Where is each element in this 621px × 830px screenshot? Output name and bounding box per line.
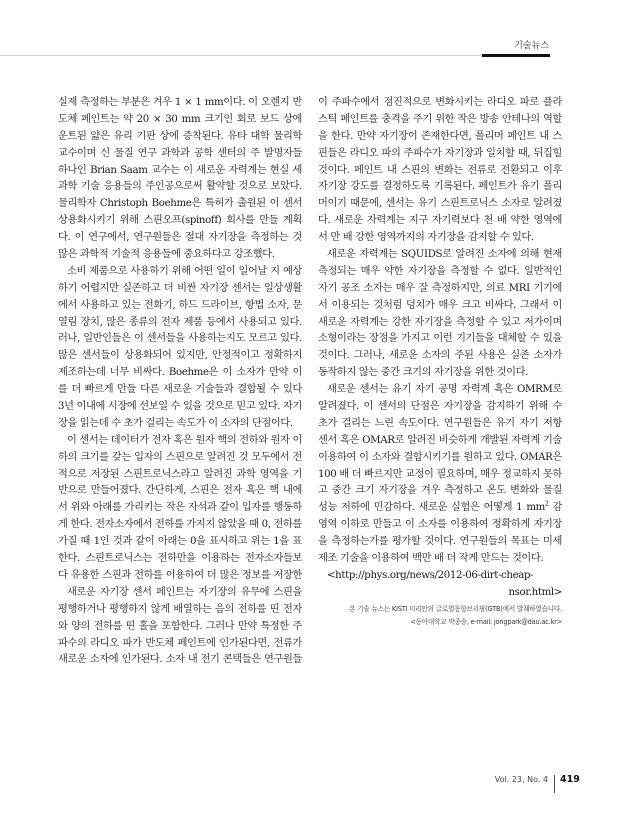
text-line: 를 더 빠르게 만들 다른 새로운 기술들과 결합될 수 있다 [58, 384, 302, 396]
text-line: 많은 센서들이 상용화되어 있지만, 안정적이고 정확하지 [58, 350, 302, 362]
text-line: 이 센서는 데이터가 전자 혹은 원자 핵의 전하와 원자 이 [67, 434, 302, 446]
text-line: 와 양의 전하를 띤 홀을 포함한다. 그러나 만약 특정한 주 [58, 620, 302, 632]
credit-line-1: 본 기술 뉴스는 KISTI 미리안의 글로벌동향브리핑(GTB)에서 발췌하였습니다. [349, 605, 562, 613]
right-column [318, 95, 562, 602]
text-line: 교수이며 신 물질 연구 과학과 공학 센터의 주 발명자들 [58, 147, 302, 159]
superscript: 2 [544, 500, 549, 508]
text-line: 새로운 소자에 인가된다. 소자 내 전기 콘택들은 연구원들 [58, 654, 302, 666]
text-line: 서 이용되는 것처럼 덩치가 매우 크고 비싸다. 그래서 이 [318, 299, 562, 311]
text-line: 핀들은 라디오 파의 주파수가 자기장과 일치할 때, 뒤집힐 [318, 147, 562, 159]
text-line: 운트된 얇은 유리 기판 상에 증착된다. 유타 대학 물리학 [58, 130, 302, 142]
footer-divider [554, 775, 555, 793]
text-line: 다. 새로운 자력계는 지구 자기력보다 천 배 약한 영역에 [318, 215, 562, 227]
text-line: 고 중간 크기 자기장을 겨우 측정하고 온도 변화와 물질 [318, 485, 562, 497]
text-line: 새로운 자기장 센서 페인트는 자기장의 유무에 스핀을 [67, 586, 302, 598]
header-rule [0, 55, 482, 56]
text-line: 소비 제품으로 사용하기 위해 어떤 일이 일어날 지 예상 [67, 265, 302, 277]
text-line: 적으로 저장된 스핀트로닉스라고 알려진 과학 영역을 기 [58, 468, 302, 480]
text-line: 도체 페인트는 약 20 × 30 mm 크기인 회로 보드 상에 [58, 113, 302, 125]
text-segment: 성능 저하에 민감하다. 새로운 실험은 어떻게 1 mm [318, 502, 545, 514]
text-line: 다. 이 연구에서, 연구원들은 절대 자기장을 측정하는 것 [58, 232, 302, 244]
text-line: 파수의 라디오 파가 반도체 페인트에 인가된다면, 전류가 [58, 637, 302, 649]
text-line: 장을 읽는데 수 초가 걸리는 속도가 이 소자의 단점이다. [58, 417, 293, 429]
text-line: 센서 혹은 OMAR로 알려진 비슷하게 개발된 자력계 기술 [318, 434, 562, 446]
text-line: 러나, 일반인들은 이 센서들을 사용하는지도 모르고 있다. [58, 333, 302, 345]
text-line: 가질 때 1인 것과 같이 아래는 0을 표시하고 위는 1을 표 [58, 536, 302, 548]
text-line: 하나인 Brian Saam 교수는 이 새로운 자력계는 현실 세 [58, 164, 302, 176]
text-line: 을 측정하는가를 평가할 것이다. 연구원들의 목표는 미세 [318, 536, 562, 548]
text-line: 실제 측정하는 부분은 겨우 1 × 1 mm이다. 이 오렌지 반 [58, 97, 302, 108]
text-line: 스틱 페인트를 충격을 주기 위한 작은 방송 안테나의 역할 [318, 113, 562, 125]
text-line: 동작하지 않는 중간 크기의 자기장을 위한 것이다. [318, 367, 529, 379]
text-line: 다 유용한 스핀과 전하를 이용하여 더 많은 정보를 저장한 [58, 569, 302, 581]
text-line: 소형이라는 장점을 가지고 이런 기기들을 대체할 수 있을 [318, 333, 562, 345]
left-column [58, 95, 302, 669]
text-segment: 감 [552, 502, 562, 514]
text-line: 제조하는데 너무 비싸다. Boehme은 이 소자가 만약 이 [58, 367, 302, 379]
text-line: 새로운 자력계는 SQUIDS로 알려진 소자에 의해 현재 [327, 249, 562, 261]
text-line: 과학 기술 응용들의 주인공으로써 활약할 것으로 보았다. [58, 181, 302, 193]
text-line: <http://phys.org/news/2012-06-dirt-cheap- [327, 569, 534, 581]
volume-info: Vol. 23, No. 4 [494, 775, 548, 784]
text-line: 물리학자 Christoph Boehme은 특허가 출원된 이 센서 [58, 198, 302, 210]
text-line: 게 한다. 전자소자에서 전하를 가지지 않았을 때 0, 전하를 [58, 519, 302, 531]
credit-line-2: <동아대학교 박종승, e-mail: jongpark@dau.ac.kr> [410, 618, 562, 626]
text-line: 하기 어렵지만 실존하고 더 비싼 자기장 센서는 일상생활 [58, 282, 302, 294]
header-accent-rule [482, 54, 550, 57]
page-number: 419 [560, 774, 580, 785]
section-title: 기술뉴스 [514, 41, 549, 51]
text-line: 머이기 때문에, 센서는 유기 스핀트로닉스 소자로 알려졌 [318, 198, 562, 210]
text-line [318, 500, 562, 517]
text-line: 알려졌다. 이 센서의 단점은 자기장을 감지하기 위해 수 [318, 401, 562, 413]
text-line: 자기장 강도를 결정하도록 기록된다. 페인트가 유기 폴리 [318, 181, 562, 193]
text-line: 상용화시키기 위해 스핀오프(spinoff) 회사를 만들 계획 [58, 215, 302, 227]
text-line: 에서 사용하고 있는 전화기, 하드 드라이브, 항법 소자, 문 [58, 299, 302, 311]
text-line: 평행하거나 평행하지 않게 배열하는 음의 전하를 띤 전자 [58, 603, 302, 615]
text-line: 서 만 배 강한 영역까지의 자기장을 감지할 수 있다. [318, 232, 534, 244]
text-line: 3년 이내에 시장에 선보일 수 있을 것으로 믿고 있다. 자기 [58, 401, 302, 413]
text-line: nsor.html> [508, 586, 562, 598]
text-line: 반으로 만들어졌다. 간단하게, 스핀은 전자 혹은 핵 내에 [58, 485, 302, 497]
text-line: 많은 과학적 기술적 응용들에 중요하다고 강조했다. [58, 249, 275, 261]
text-line: 하의 크기를 갖는 입자의 스핀으로 알려진 것 모두에서 전 [58, 451, 302, 463]
text-line: 제조 기술을 이용하여 백만 배 더 작게 만드는 것이다. [318, 553, 544, 565]
text-line: 이용하여 이 소자와 결합시키기를 원하고 있다. OMAR은 [318, 451, 562, 463]
text-line: 측정되는 매우 약한 자기장을 측정할 수 없다. 일반적인 [318, 265, 562, 277]
text-line: 새로운 자력계는 강한 자기장을 측정할 수 있고 저가이며 [318, 316, 562, 328]
text-line: 이 주파수에서 점진적으로 변화시키는 라디오 파로 플라 [318, 97, 562, 108]
text-line: 을 한다. 만약 자기장이 존재한다면, 폴리머 페인트 내 스 [318, 130, 562, 142]
text-line: 영역 이하로 만들고 이 소자를 이용하여 정확하게 자기장 [318, 519, 562, 531]
text-line: 열림 장치, 많은 종류의 전자 제품 등에서 사용되고 있다. [58, 316, 302, 328]
text-line: 것이다. 그러나, 새로운 소자의 주된 사용은 실존 소자가 [318, 350, 562, 362]
text-line: 새로운 센서는 유기 자기 공명 자력계 혹은 OMRM로 [327, 384, 562, 396]
text-line: 100 배 더 빠르지만 교정이 필요하며, 매우 정교하지 못하 [318, 468, 562, 480]
source-credit [330, 603, 562, 629]
text-line: 자기 공조 소자는 매우 잘 측정하지만, 의료 MRI 기기에 [318, 282, 562, 294]
text-line: 초가 걸리는 느린 속도이다. 연구원들은 유기 자기 저항 [318, 417, 562, 429]
text-line: 서 위와 아래를 가리키는 작은 자석과 같이 입자를 행동하 [58, 502, 302, 514]
text-line: 것이다. 페인트 내 스핀의 변화는 전류로 전환되고 이후 [318, 164, 562, 176]
text-line: 한다. 스핀트로닉스는 전하만을 이용하는 전자소자들보 [58, 553, 302, 565]
